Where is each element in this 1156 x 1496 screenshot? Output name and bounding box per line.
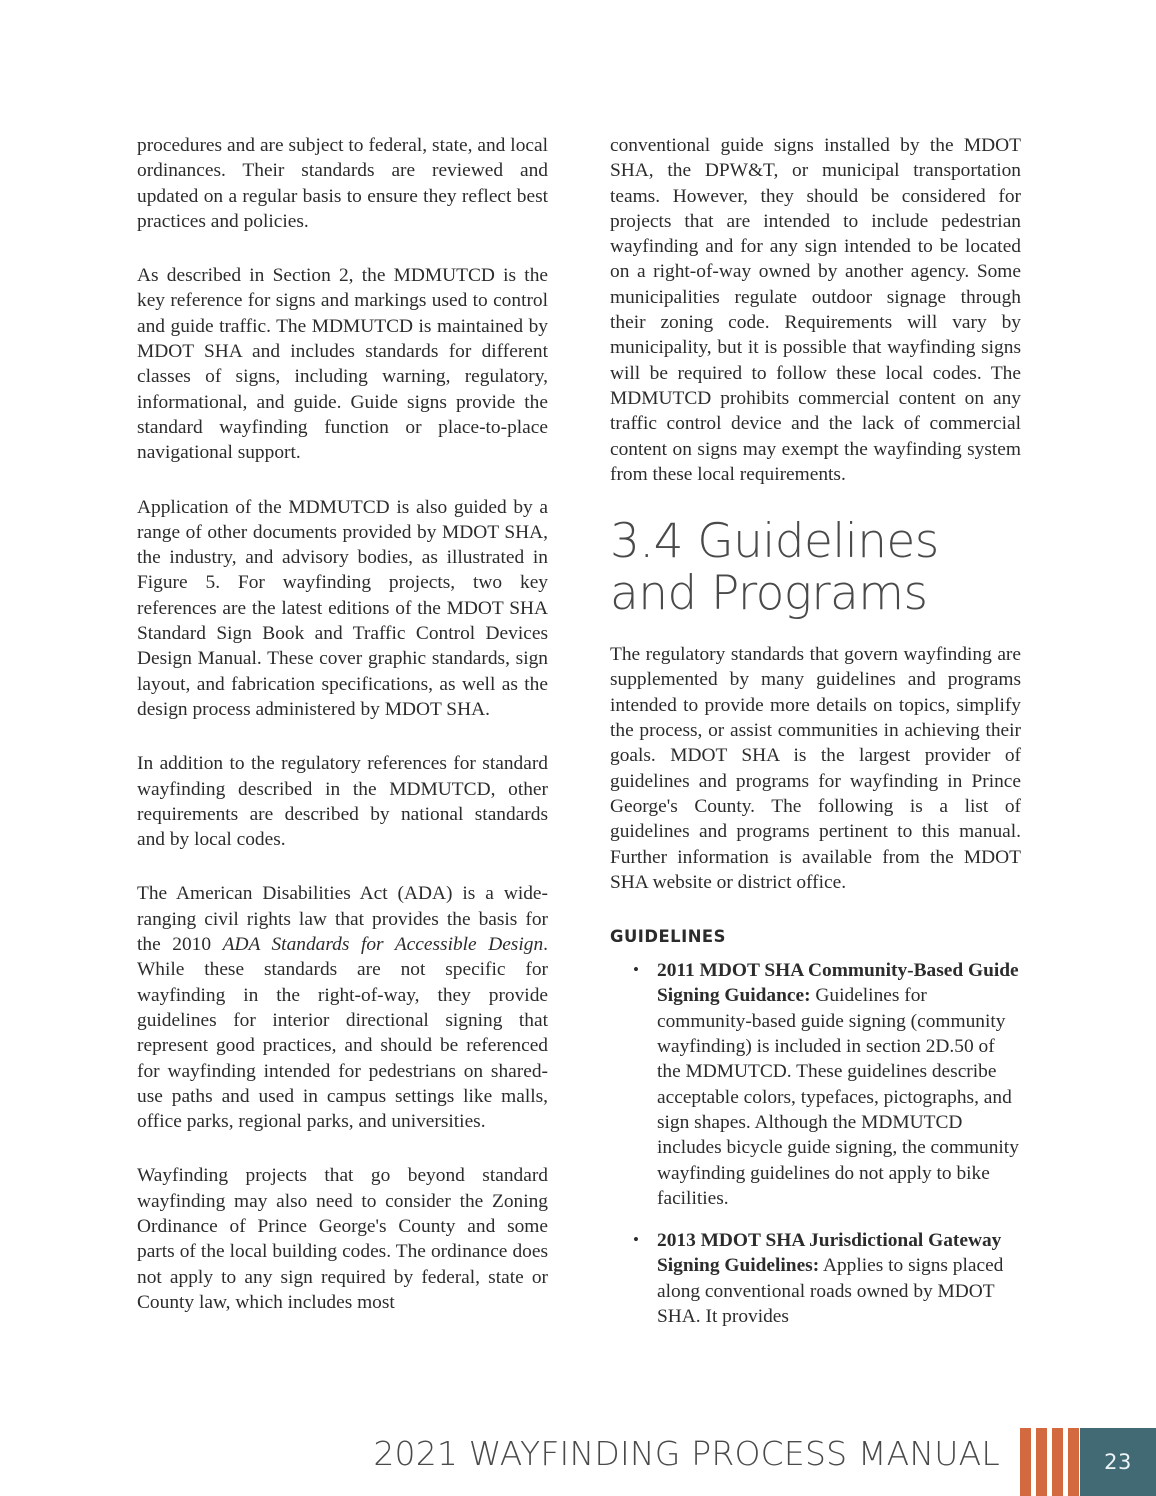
ada-standards-title: ADA Standards for Accessible Design — [222, 934, 544, 956]
accent-bar — [1036, 1428, 1047, 1496]
guideline-description: Applies to signs placed along conventional roads owned by MDOT SHA. It provides — [657, 1255, 1004, 1327]
guideline-title: 2013 MDOT SHA Jurisdictional Gateway Signing Guidelines: — [657, 1230, 1002, 1277]
accent-bar — [1052, 1428, 1063, 1496]
guideline-title: 2011 MDOT SHA Community-Based Guide Signing Guidance: — [657, 960, 1019, 1007]
paragraph-mdmutcd-reference: As described in Section 2, the MDMUTCD is the key reference for signs and markings used to control and guide traffic. The MDMUTCD is maintained by MDOT SHA and includes standards for different classes of signs, including warning, regulatory, informational, and guide. Guide signs provide the standard wayfinding function or place-to-place navigational support. — [137, 265, 548, 464]
page-footer — [0, 1406, 1156, 1496]
section-heading-3-4: 3.4 Guidelines and Programs — [610, 514, 939, 622]
paragraph-regulatory-references: In addition to the regulatory references for standard wayfinding described in the MDMUTCD, other requirements are described by national standards and by local codes. — [137, 753, 548, 851]
ada-text-after: . While these standards are not specific for wayfinding in the right-of-way, they provide guidelines for interior directional signing that represent good practices, and should be referenced for wayfinding intended for pedestrians on shared-use paths and used in campus settings like malls, office parks, regional parks, and universities. — [137, 934, 548, 1133]
paragraph-continued-regulations: procedures and are subject to federal, state, and local ordinances. Their standards are reviewed and updated on a regular basis to ensure they reflect best practices and policies. — [137, 135, 548, 232]
left-column — [137, 133, 548, 1346]
paragraph-guidelines-intro: The regulatory standards that govern wayfinding are supplemented by many guidelines and programs intended to provide more details on topics, simplify the process, or assist communities in achieving their goals. MDOT SHA is the largest provider of guidelines and programs for wayfinding in Prince George's County. The following is a list of guidelines and programs pertinent to this manual. Further information is available from the MDOT SHA website or district office. — [610, 644, 1021, 893]
paragraph-mdmutcd-application: Application of the MDMUTCD is also guided by a range of other documents provided by MDOT SHA, the industry, and advisory bodies, as illustrated in Figure 5. For wayfinding projects, two key references are the latest editions of the MDOT SHA Standard Sign Book and Traffic Control Devices Design Manual. These cover graphic standards, sign layout, and fabrication specifications, as well as the design process administered by MDOT SHA. — [137, 496, 548, 720]
guideline-description: Guidelines for community-based guide signing (community wayfinding) is included in section 2D.50 of the MDMUTCD. These guidelines describe acceptable colors, typefaces, pictographs, and sign shapes. Although the MDMUTCD includes bicycle guide signing, the community wayfinding guidelines do not apply to bike facilities. — [657, 985, 1019, 1209]
accent-bar — [1020, 1428, 1031, 1496]
accent-bar — [1068, 1428, 1079, 1496]
footer-manual-title: 2021 WAYFINDING PROCESS MANUAL — [373, 1434, 1000, 1473]
footer-accent-bars — [1020, 1428, 1080, 1496]
ada-text-before: The American Disabilities Act (ADA) is a wide-ranging civil rights law that provides the basis for the 2010 — [137, 883, 548, 956]
page-number: 23 — [1104, 1450, 1132, 1474]
paragraph-zoning-ordinance: Wayfinding projects that go beyond standard wayfinding may also need to consider the Zoning Ordinance of Prince George's County and some parts of the local building codes. The ordinance does not apply to any sign required by federal, state or County law, which includes most — [137, 1165, 548, 1313]
paragraph-conventional-guide-signs: conventional guide signs installed by the MDOT SHA, the DPW&T, or municipal transportation teams. However, they should be considered for projects that are intended to include pedestrian wayfinding and for any sign intended to be located on a right-of-way owned by another agency. Some municipalities regulate outdoor signage through their zoning code. Requirements will vary by municipality, but it is possible that wayfinding signs will be required to follow these local codes. The MDMUTCD prohibits commercial content on any traffic control device and the lack of commercial content on signs may exempt the wayfinding system from these local requirements. — [610, 135, 1021, 485]
list-item — [633, 1228, 1021, 1329]
guidelines-list — [610, 958, 1021, 1329]
guidelines-subhead: GUIDELINES — [610, 927, 726, 947]
right-column — [610, 133, 1021, 1346]
paragraph-ada — [137, 881, 548, 1134]
list-item — [633, 958, 1021, 1211]
page-number-box — [1080, 1428, 1156, 1496]
two-column-body — [137, 133, 1021, 1346]
